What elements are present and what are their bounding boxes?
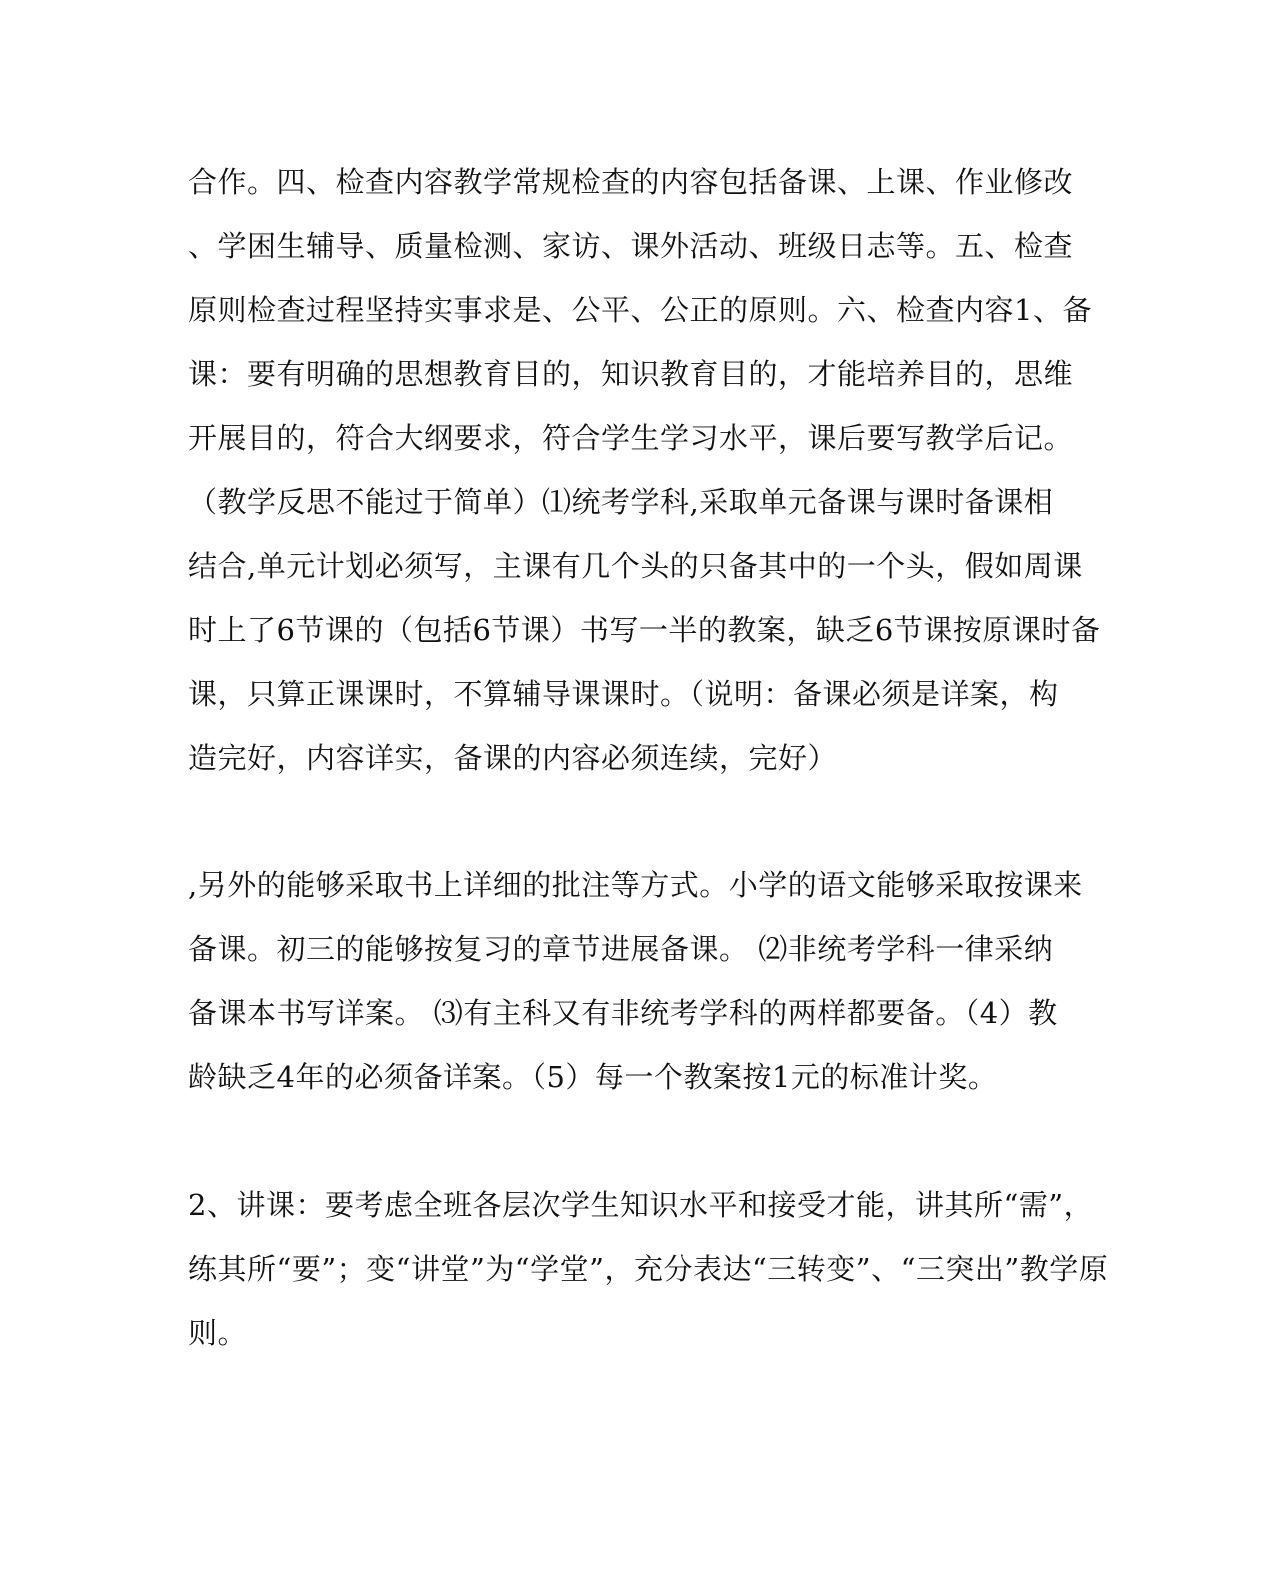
text-line: 造完好，内容详实，备课的内容必须连续，完好） [188, 741, 838, 775]
text-line: 结合,单元计划必须写，主课有几个头的只备其中的一个头，假如周课 [188, 549, 1083, 583]
text-line: 龄缺乏4年的必须备详案。（5）每一个教案按1元的标准计奖。 [188, 1060, 998, 1094]
paragraph-1 [188, 150, 1101, 790]
text-line: 练其所“要”；变“讲堂”为“学堂”，充分表达“三转变”、“三突出”教学原 [188, 1252, 1109, 1286]
text-line: 开展目的，符合大纲要求，符合学生学习水平，课后要写教学后记。 [188, 421, 1074, 455]
text-line: 2、讲课：要考虑全班各层次学生知识水平和接受才能，讲其所“需”， [188, 1188, 1094, 1222]
text-line: 备课。初三的能够按复习的章节进展备课。 ⑵非统考学科一律采纳 [188, 932, 1054, 966]
text-line: 原则检查过程坚持实事求是、公平、公正的原则。六、检查内容1、备 [188, 293, 1092, 327]
text-line: 课：要有明确的思想教育目的，知识教育目的，才能培养目的，思维 [188, 357, 1074, 391]
paragraph-2 [188, 853, 1083, 1109]
text-line: （教学反思不能过于简单）⑴统考学科,采取单元备课与课时备课相 [188, 485, 1054, 519]
text-line: 、学困生辅导、质量检测、家访、课外活动、班级日志等。五、检查 [188, 229, 1074, 263]
text-line: 则。 [188, 1316, 248, 1350]
text-line: 合作。四、检查内容教学常规检查的内容包括备课、上课、作业修改 [188, 165, 1074, 199]
text-line: 课，只算正课课时，不算辅导课课时。（说明：备课必须是详案，构 [188, 677, 1059, 711]
text-line: 备课本书写详案。 ⑶有主科又有非统考学科的两样都要备。（4）教 [188, 996, 1058, 1030]
text-line: ,另外的能够采取书上详细的批注等方式。小学的语文能够采取按课来 [188, 868, 1083, 902]
text-line: 时上了6节课的（包括6节课）书写一半的教案，缺乏6节课按原课时备 [188, 613, 1101, 647]
paragraph-3 [188, 1173, 1109, 1365]
